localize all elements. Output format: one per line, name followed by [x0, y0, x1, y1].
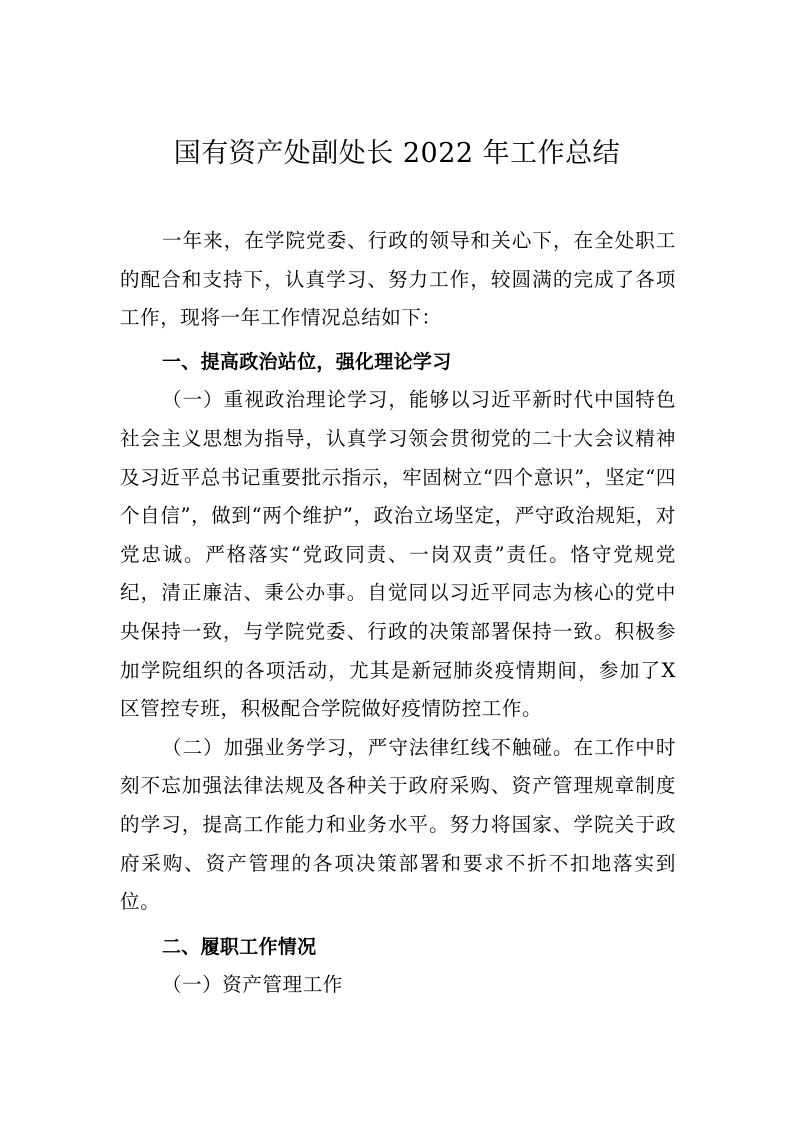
- document-body: [120, 222, 676, 1005]
- section-1-paragraph-1: （一）重视政治理论学习，能够以习近平新时代中国特色社会主义思想为指导，认真学习领会贯彻党的二十大会议精神及习近平总书记重要批示指示，牢固树立“四个意识”，坚定“四个自信”，做到“两个维护”，政治立场坚定，严守政治规矩，对党忠诚。严格落实“党政同责、一岗双责”责任。恪守党规党纪，清正廉洁、秉公办事。自觉同以习近平同志为核心的党中央保持一致，与学院党委、行政的决策部署保持一致。积极参加学院组织的各项活动，尤其是新冠肺炎疫情期间，参加了X区管控专班，积极配合学院做好疫情防控工作。: [120, 388, 676, 721]
- document-title: 国有资产处副处长 2022 年工作总结: [173, 138, 621, 169]
- section-1-heading: 一、提高政治站位，强化理论学习: [162, 350, 452, 373]
- section-1-paragraph-2: （二）加强业务学习，严守法律红线不触碰。在工作中时刻不忘加强法律法规及各种关于政府采购、资产管理规章制度的学习，提高工作能力和业务水平。努力将国家、学院关于政府采购、资产管理的各项决策部署和要求不折不扣地落实到位。: [120, 735, 676, 914]
- intro-paragraph: 一年来，在学院党委、行政的领导和关心下，在全处职工的配合和支持下，认真学习、努力工作，较圆满的完成了各项工作，现将一年工作情况总结如下：: [120, 229, 676, 330]
- section-2-subheading-1: （一）资产管理工作: [162, 973, 343, 997]
- section-2-heading: 二、履职工作情况: [162, 935, 317, 958]
